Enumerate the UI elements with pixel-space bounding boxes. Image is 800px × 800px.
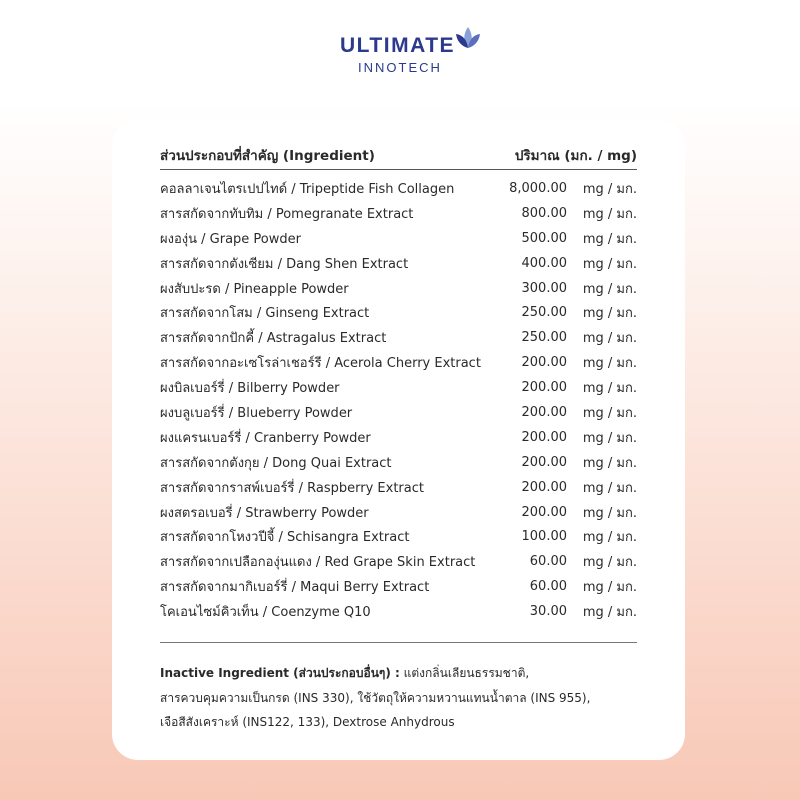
ingredient-list xyxy=(160,176,637,624)
leaf-icon xyxy=(453,24,483,54)
ingredient-unit: mg / มก. xyxy=(582,605,637,621)
ingredient-unit: mg / มก. xyxy=(582,281,637,297)
ingredient-name: สารสกัดจากตังเซียม / Dang Shen Extract xyxy=(160,256,409,272)
ingredient-name: ผงสตรอเบอรี่ / Strawberry Powder xyxy=(160,505,369,521)
ingredient-amount: 200.00 xyxy=(521,355,567,371)
inactive-label: Inactive Ingredient (ส่วนประกอบอื่นๆ) : xyxy=(160,666,400,680)
ingredient-unit: mg / มก. xyxy=(582,331,637,347)
ingredient-name: สารสกัดจากทับทิม / Pomegranate Extract xyxy=(160,206,414,222)
ingredient-amount: 500.00 xyxy=(521,230,567,246)
table-row xyxy=(160,425,637,450)
footer-divider xyxy=(160,642,637,643)
ingredient-amount: 200.00 xyxy=(521,404,567,420)
table-row xyxy=(160,176,637,201)
ingredient-unit: mg / มก. xyxy=(582,231,637,247)
ingredient-amount: 200.00 xyxy=(521,454,567,470)
ingredient-amount: 800.00 xyxy=(521,205,567,221)
table-row xyxy=(160,549,637,574)
ingredient-amount: 400.00 xyxy=(521,255,567,271)
ingredient-name: สารสกัดจากโสม / Ginseng Extract xyxy=(160,306,370,322)
ingredient-amount: 200.00 xyxy=(521,504,567,520)
table-row xyxy=(160,325,637,350)
ingredient-unit: mg / มก. xyxy=(582,555,637,571)
ingredient-name: สารสกัดจากปักคี้ / Astragalus Extract xyxy=(160,331,387,347)
table-row xyxy=(160,251,637,276)
ingredient-name: ผงองุ่น / Grape Powder xyxy=(160,231,301,247)
ingredient-name: ผงสับปะรด / Pineapple Powder xyxy=(160,281,349,297)
brand-logo xyxy=(338,24,478,76)
table-row xyxy=(160,599,637,624)
table-row xyxy=(160,350,637,375)
ingredient-amount: 250.00 xyxy=(521,305,567,321)
table-row xyxy=(160,375,637,400)
ingredient-amount: 60.00 xyxy=(529,554,567,570)
ingredient-name: สารสกัดจากเปลือกองุ่นแดง / Red Grape Skin Extract xyxy=(160,555,476,571)
ingredient-unit: mg / มก. xyxy=(582,430,637,446)
ingredient-name: คอลลาเจนไตรเปปไทด์ / Tripeptide Fish Collagen xyxy=(160,181,455,197)
header-divider xyxy=(160,169,637,170)
inactive-line-2: สารควบคุมความเป็นกรด (INS 330), ใช้วัตถุให้ความหวานแทนน้ำตาล (INS 955), xyxy=(160,690,591,705)
table-row xyxy=(160,276,637,301)
ingredient-name: ผงแครนเบอร์รี่ / Cranberry Powder xyxy=(160,430,371,446)
ingredient-amount: 200.00 xyxy=(521,429,567,445)
ingredient-name: สารสกัดจากโหงวปีจี้ / Schisangra Extract xyxy=(160,530,410,546)
ingredient-unit: mg / มก. xyxy=(582,256,637,272)
ingredient-name: สารสกัดจากตังกุย / Dong Quai Extract xyxy=(160,455,392,471)
ingredient-unit: mg / มก. xyxy=(582,505,637,521)
ingredient-name: สารสกัดจากอะเซโรล่าเชอร์รี / Acerola Cherry Extract xyxy=(160,356,481,372)
brand-name: ULTIMATE xyxy=(340,34,456,57)
ingredient-amount: 8,000.00 xyxy=(509,180,567,196)
ingredient-name: โคเอนไซม์คิวเท็น / Coenzyme Q10 xyxy=(160,605,371,621)
brand-subtitle: INNOTECH xyxy=(358,60,442,75)
ingredient-unit: mg / มก. xyxy=(582,181,637,197)
table-row xyxy=(160,475,637,500)
ingredient-unit: mg / มก. xyxy=(582,206,637,222)
table-row xyxy=(160,300,637,325)
ingredient-unit: mg / มก. xyxy=(582,381,637,397)
ingredient-amount: 100.00 xyxy=(521,529,567,545)
table-row xyxy=(160,226,637,251)
table-row xyxy=(160,524,637,549)
ingredient-amount: 250.00 xyxy=(521,330,567,346)
table-header xyxy=(160,142,637,168)
header-ingredient: ส่วนประกอบที่สำคัญ (Ingredient) xyxy=(160,148,375,164)
ingredient-unit: mg / มก. xyxy=(582,580,637,596)
ingredient-unit: mg / มก. xyxy=(582,356,637,372)
ingredient-unit: mg / มก. xyxy=(582,530,637,546)
ingredient-unit: mg / มก. xyxy=(582,306,637,322)
header-amount: ปริมาณ (มก. / mg) xyxy=(514,148,637,164)
ingredient-amount: 300.00 xyxy=(521,280,567,296)
ingredient-name: ผงบิลเบอร์รี่ / Bilberry Powder xyxy=(160,381,340,397)
table-row xyxy=(160,450,637,475)
ingredient-name: สารสกัดจากมากิเบอร์รี่ / Maqui Berry Extract xyxy=(160,580,430,596)
table-row xyxy=(160,400,637,425)
inactive-line-3: เจือสีสังเคราะห์ (INS122, 133), Dextrose Anhydrous xyxy=(160,715,455,729)
ingredient-amount: 200.00 xyxy=(521,380,567,396)
inactive-line-1: แต่งกลิ่นเลียนธรรมชาติ, xyxy=(403,666,530,680)
ingredient-unit: mg / มก. xyxy=(582,480,637,496)
table-row xyxy=(160,574,637,599)
ingredient-amount: 30.00 xyxy=(529,604,567,620)
ingredient-amount: 60.00 xyxy=(529,579,567,595)
ingredient-amount: 200.00 xyxy=(521,479,567,495)
ingredient-unit: mg / มก. xyxy=(582,405,637,421)
table-row xyxy=(160,201,637,226)
ingredient-name: ผงบลูเบอร์รี่ / Blueberry Powder xyxy=(160,405,353,421)
ingredient-unit: mg / มก. xyxy=(582,455,637,471)
table-row xyxy=(160,500,637,525)
inactive-ingredients xyxy=(160,661,645,735)
ingredient-card xyxy=(112,120,685,760)
ingredient-name: สารสกัดจากราสพ์เบอร์รี่ / Raspberry Extract xyxy=(160,480,424,496)
